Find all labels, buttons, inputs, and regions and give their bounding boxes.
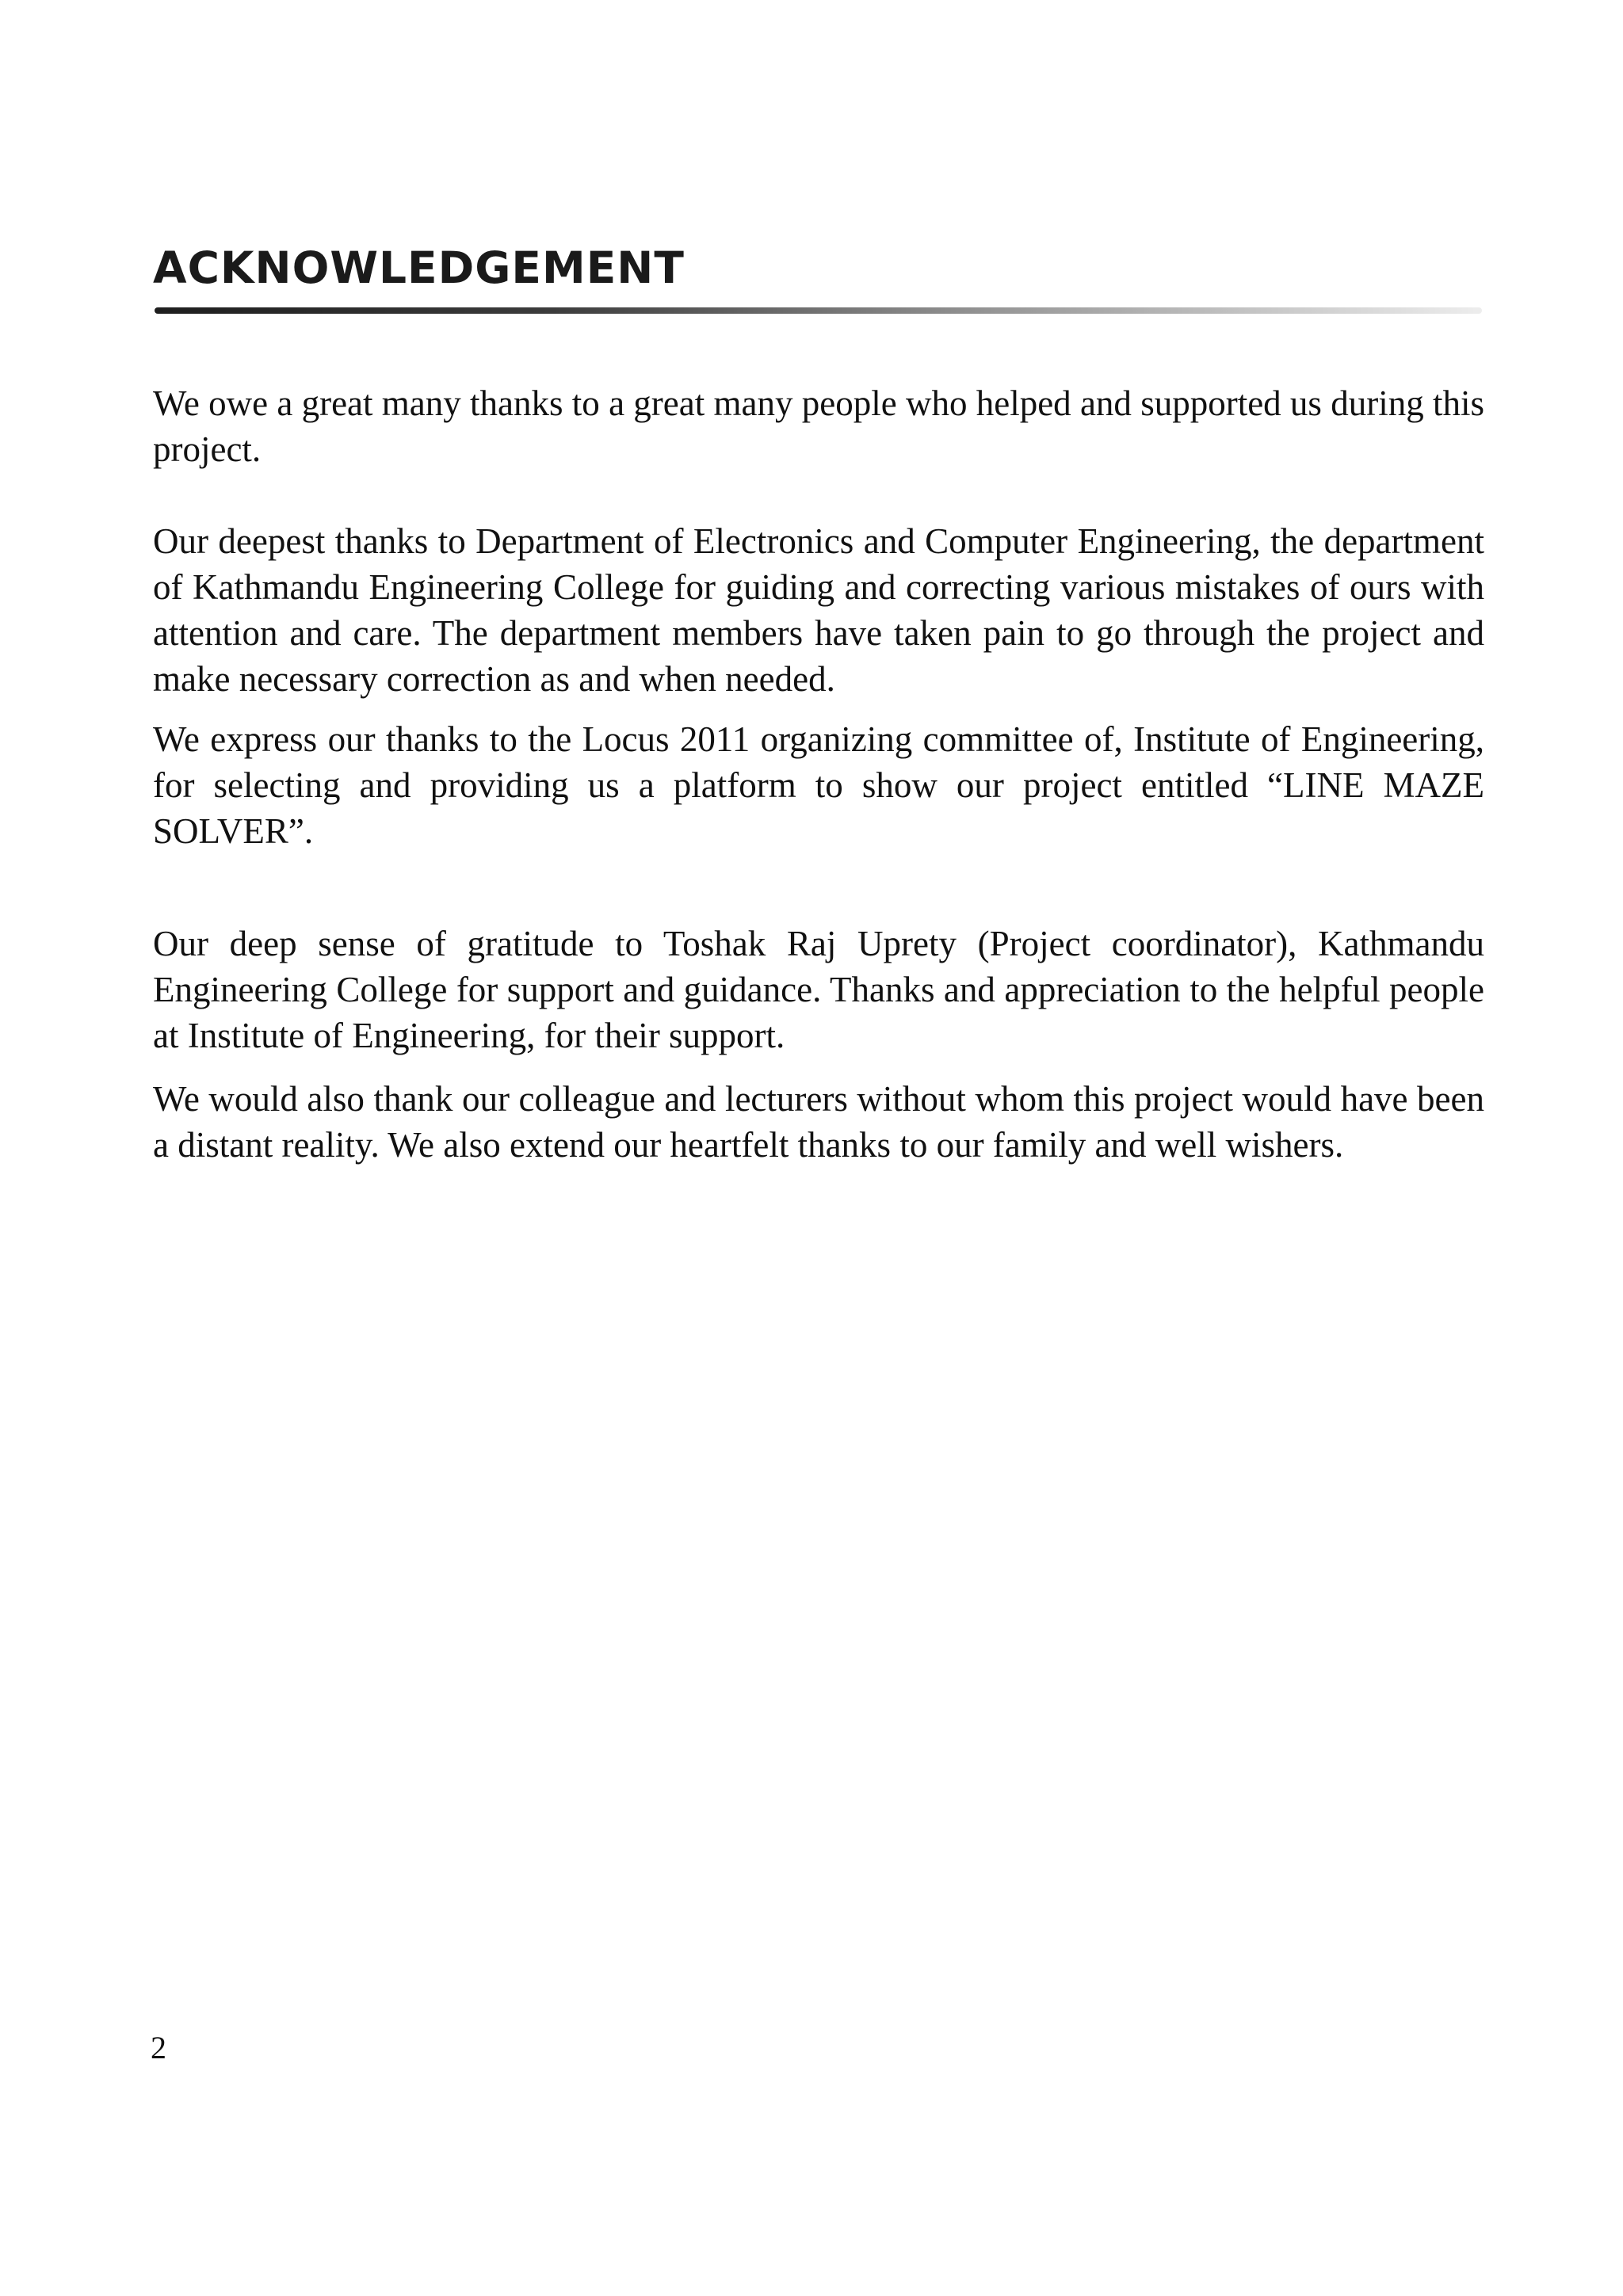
page-number: 2 — [151, 2030, 166, 2065]
paragraph-1: We owe a great many thanks to a great many people who helped and supported us during this project. — [153, 383, 1484, 469]
title-underline — [155, 307, 1482, 314]
paragraph-4: Our deep sense of gratitude to Toshak Raj Uprety (Project coordinator), Kathmandu Engineering College for support and guidance. Thanks and appreciation to the helpful people at Institute of Engineering, for their support. — [153, 924, 1484, 1055]
paragraph-2: Our deepest thanks to Department of Electronics and Computer Engineering, the department of Kathmandu Engineering College for guiding and correcting various mistakes of ours with attention and care. The department members have taken pain to go through the project and make necessary correction as and when needed. — [153, 521, 1484, 699]
page-title: ACKNOWLEDGEMENT — [153, 242, 685, 293]
paragraph-3: We express our thanks to the Locus 2011 organizing committee of, Institute of Engineering, for selecting and providing us a platform to show our project entitled “LINE MAZE SOLVER”. — [153, 719, 1484, 851]
paragraph-5: We would also thank our colleague and lecturers without whom this project would have been a distant reality. We also extend our heartfelt thanks to our family and well wishers. — [153, 1079, 1484, 1165]
